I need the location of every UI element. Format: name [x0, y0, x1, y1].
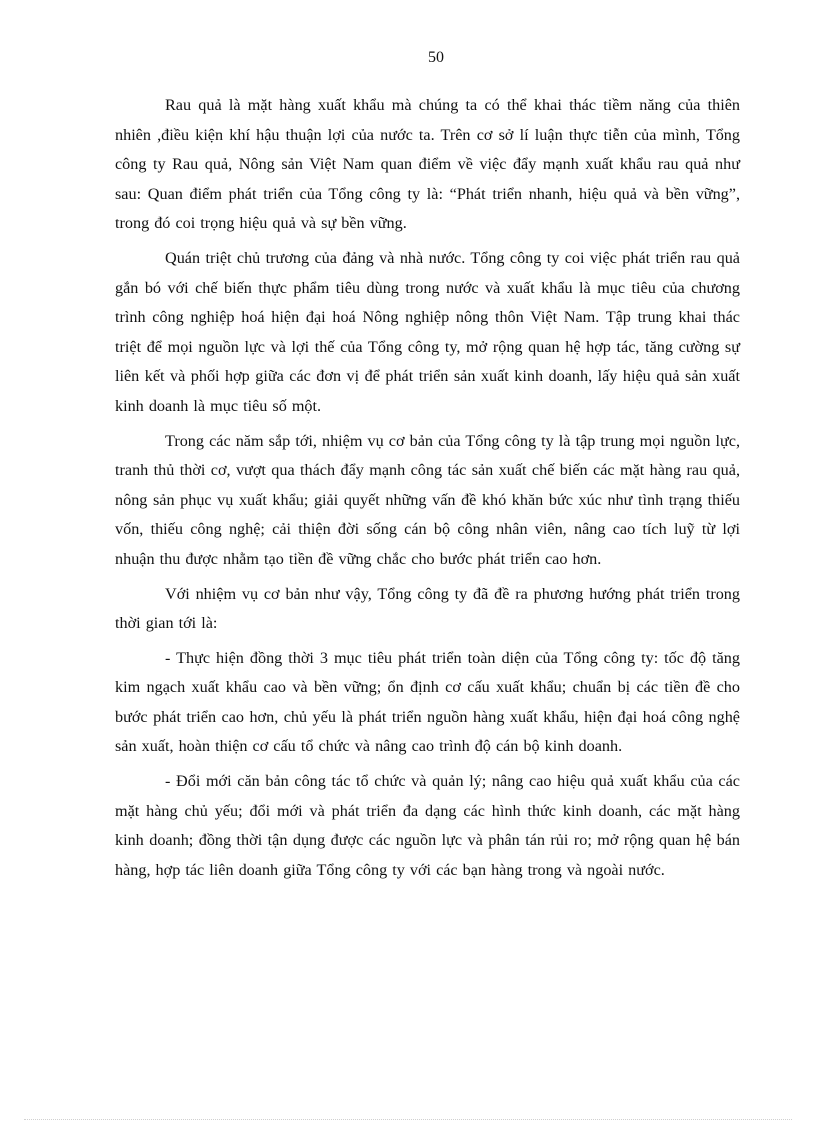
paragraph-2: Quán triệt chủ trương của đảng và nhà nước. Tổng công ty coi việc phát triển rau quả gắn bó với chế biến thực phẩm tiêu dùng trong nước và xuất khẩu là mục tiêu của chương trình công nghiệp hoá hiện đại hoá Nông nghiệp nông thôn Việt Nam. Tập trung khai thác triệt để mọi nguồn lực và lợi thế của Tổng công ty, mở rộng quan hệ hợp tác, tăng cường sự liên kết và phối hợp giữa các đơn vị để phát triển sản xuất kinh doanh, lấy hiệu quả sản xuất kinh doanh là mục tiêu số một.: [115, 248, 740, 415]
paragraph-3: Trong các năm sắp tới, nhiệm vụ cơ bản của Tổng công ty là tập trung mọi nguồn lực, tranh thủ thời cơ, vượt qua thách đẩy mạnh công tác sản xuất chế biến các mặt hàng rau quả, nông sản phục vụ xuất khẩu; giải quyết những vấn đề khó khăn bức xúc như tình trạng thiếu vốn, thiếu công nghệ; cải thiện đời sống cán bộ công nhân viên, nâng cao tích luỹ từ lợi nhuận thu được nhằm tạo tiền đề vững chắc cho bước phát triển cao hơn.: [115, 431, 740, 568]
page-number: 50: [428, 49, 444, 66]
bullet-paragraph-2: - Đổi mới căn bản công tác tổ chức và quản lý; nâng cao hiệu quả xuất khẩu của các mặt hàng chủ yếu; đổi mới và phát triển đa dạng các hình thức kinh doanh, các mặt hàng kinh doanh; đồng thời tận dụng được các nguồn lực và phân tán rủi ro; mở rộng quan hệ bán hàng, hợp tác liên doanh giữa Tổng công ty với các bạn hàng trong và ngoài nước.: [115, 772, 740, 879]
paragraph-1: Rau quả là mặt hàng xuất khẩu mà chúng ta có thể khai thác tiềm năng của thiên nhiên ,điều kiện khí hậu thuận lợi của nước ta. Trên cơ sở lí luận thực tiễn của mình, Tổng công ty Rau quả, Nông sản Việt Nam quan điểm về việc đẩy mạnh xuất khẩu rau quả như sau: Quan điểm phát triển của Tổng công ty là: “Phát triển nhanh, hiệu quả và bền vững”, trong đó coi trọng hiệu quả và sự bền vững.: [115, 96, 740, 233]
page-bottom-rule: [24, 1119, 792, 1120]
body-text: [115, 91, 740, 890]
bullet-paragraph-1: - Thực hiện đồng thời 3 mục tiêu phát triển toàn diện của Tổng công ty: tốc độ tăng kim ngạch xuất khẩu cao và bền vững; ổn định cơ cấu xuất khẩu; chuẩn bị các tiền đề cho bước phát triển cao hơn, chủ yếu là phát triển nguồn hàng xuất khẩu, hiện đại hoá công nghệ sản xuất, hoàn thiện cơ cấu tổ chức và nâng cao trình độ cán bộ kinh doanh.: [115, 648, 740, 756]
paragraph-4: Với nhiệm vụ cơ bản như vậy, Tổng công ty đã đề ra phương hướng phát triển trong thời gian tới là:: [115, 584, 740, 633]
